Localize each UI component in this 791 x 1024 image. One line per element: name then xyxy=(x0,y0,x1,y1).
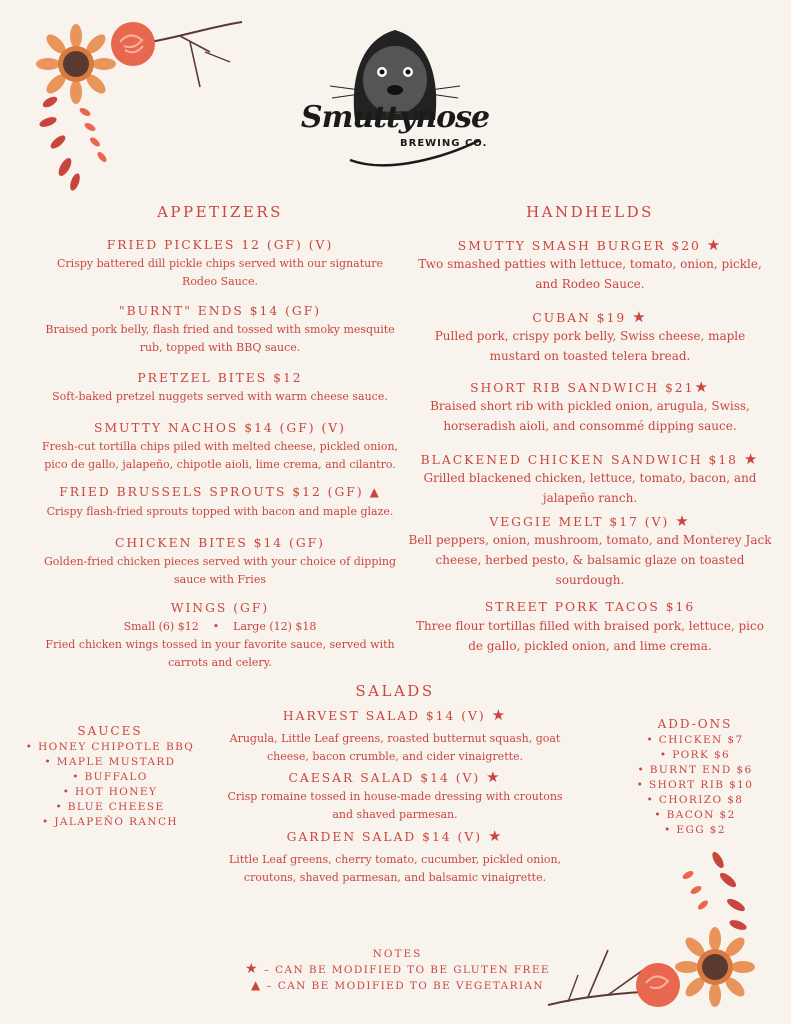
item-desc: rub, topped with BBQ sauce. xyxy=(139,341,301,354)
notes-title: NOTES xyxy=(372,948,423,960)
sauce-item: • BUFFALO xyxy=(72,771,148,783)
star-icon: ★ xyxy=(632,308,648,326)
appetizers-title: APPETIZERS xyxy=(157,203,283,221)
item-name: CAESAR SALAD $14 (V) xyxy=(288,771,481,785)
item-name: GARDEN SALAD $14 (V) xyxy=(286,830,483,844)
item-desc: Fried chicken wings tossed in your favorite sauce, served with xyxy=(45,638,395,651)
item-desc: Grilled blackened chicken, lettuce, tomato, bacon, and xyxy=(423,471,757,485)
handheld-item xyxy=(395,512,785,590)
item-name: WINGS (GF) xyxy=(170,601,270,615)
item-desc: Three flour tortillas filled with braised pork, lettuce, pico xyxy=(416,619,764,633)
addon-item: • SHORT RIB $10 xyxy=(636,779,754,791)
logo-subtext: BREWING CO. xyxy=(400,138,488,149)
handheld-item xyxy=(395,600,785,656)
salad-item xyxy=(200,827,590,887)
triangle-icon: ▲ xyxy=(250,978,262,992)
star-icon: ★ xyxy=(245,961,259,977)
addons-list xyxy=(610,717,780,838)
logo-swoosh-icon xyxy=(300,130,490,170)
item-desc: Bell peppers, onion, mushroom, tomato, and Monterey Jack xyxy=(408,533,772,547)
star-icon: ★ xyxy=(694,378,710,396)
item-desc: Crispy battered dill pickle chips served with our signature xyxy=(57,257,383,270)
item-desc: cheese, bacon crumble, and cider vinaigrette. xyxy=(266,750,524,763)
appetizer-item xyxy=(20,304,420,357)
addon-item: • BACON $2 xyxy=(654,809,736,821)
appetizer-item xyxy=(20,371,420,406)
item-desc: Braised short rib with pickled onion, arugula, Swiss, xyxy=(430,399,750,413)
floral-decoration-top-left xyxy=(30,12,250,192)
appetizer-item xyxy=(20,238,420,291)
appetizer-item xyxy=(20,536,420,589)
sauce-item: • HOT HONEY xyxy=(62,786,158,798)
item-desc: de gallo, pickled onion, and lime crema. xyxy=(468,639,712,653)
sauce-item: • JALAPEÑO RANCH xyxy=(41,816,178,828)
sauces-title: SAUCES xyxy=(77,724,143,738)
addon-item: • BURNT END $6 xyxy=(637,764,753,776)
appetizer-item xyxy=(20,485,420,521)
item-desc: carrots and celery. xyxy=(168,656,272,669)
star-icon: ★ xyxy=(706,236,723,254)
item-name: SHORT RIB SANDWICH $21 xyxy=(470,381,695,395)
item-name: STREET PORK TACOS $16 xyxy=(484,600,696,614)
star-icon: ★ xyxy=(487,827,504,845)
item-desc: Crispy flash-fried sprouts topped with bacon and maple glaze. xyxy=(46,505,394,518)
item-desc: sourdough. xyxy=(555,573,625,587)
addon-item: • CHICKEN $7 xyxy=(646,734,744,746)
item-name: VEGGIE MELT $17 (V) xyxy=(489,515,670,529)
item-desc: pico de gallo, jalapeño, chipotle aioli, lime crema, and cilantro. xyxy=(44,458,396,471)
item-desc: Rodeo Sauce. xyxy=(182,275,258,288)
star-icon: ★ xyxy=(743,450,760,468)
salad-item xyxy=(200,768,590,824)
note-vegetarian: – CAN BE MODIFIED TO BE VEGETARIAN xyxy=(266,980,545,992)
addons-title: ADD-ONS xyxy=(657,717,733,731)
item-desc: Two smashed patties with lettuce, tomato, onion, pickle, xyxy=(418,257,762,271)
item-name: SMUTTY NACHOS $14 (GF) (V) xyxy=(94,421,346,435)
item-desc: Arugula, Little Leaf greens, roasted butternut squash, goat xyxy=(229,732,561,745)
item-name: PRETZEL BITES $12 xyxy=(137,371,303,385)
star-icon: ★ xyxy=(491,706,508,724)
item-name: "BURNT" ENDS $14 (GF) xyxy=(118,304,322,318)
item-desc: Soft-baked pretzel nuggets served with warm cheese sauce. xyxy=(52,390,388,403)
item-desc: croutons, shaved parmesan, and balsamic vinaigrette. xyxy=(243,871,547,884)
star-icon: ★ xyxy=(675,512,691,530)
handheld-item xyxy=(395,378,785,436)
handhelds-title: HANDHELDS xyxy=(526,203,654,221)
sauce-item: • HONEY CHIPOTLE BBQ xyxy=(25,741,195,753)
addon-item: • PORK $6 xyxy=(659,749,731,761)
handheld-item xyxy=(395,236,785,294)
item-name: FRIED PICKLES 12 (GF) (V) xyxy=(106,238,334,252)
item-desc: horseradish aioli, and consommé dipping sauce. xyxy=(443,419,737,433)
item-name: BLACKENED CHICKEN SANDWICH $18 xyxy=(420,453,738,467)
item-desc: Fresh-cut tortilla chips piled with melted cheese, pickled onion, xyxy=(41,440,399,453)
item-desc: and shaved parmesan. xyxy=(332,808,458,821)
sauce-item: • MAPLE MUSTARD xyxy=(44,756,176,768)
note-gluten-free: – CAN BE MODIFIED TO BE GLUTEN FREE xyxy=(263,964,550,976)
sauces-list xyxy=(10,724,210,830)
handheld-item xyxy=(395,308,785,366)
brand-logo xyxy=(300,20,490,170)
sauce-item: • BLUE CHEESE xyxy=(55,801,165,813)
logo-wordmark: Smuttynose xyxy=(300,100,490,135)
salad-item xyxy=(200,706,590,766)
item-name: FRIED BRUSSELS SPROUTS $12 (GF) xyxy=(59,485,364,499)
item-desc: mustard on toasted telera bread. xyxy=(489,349,691,363)
handheld-item xyxy=(395,450,785,508)
appetizer-item xyxy=(20,601,420,672)
addon-item: • EGG $2 xyxy=(664,824,726,836)
item-name: SMUTTY SMASH BURGER $20 xyxy=(457,239,701,253)
item-desc: and Rodeo Sauce. xyxy=(535,277,645,291)
appetizer-item xyxy=(20,421,420,474)
salads-title: SALADS xyxy=(355,682,435,700)
triangle-icon: ▲ xyxy=(369,485,381,499)
item-desc: jalapeño ranch. xyxy=(542,491,638,505)
item-desc: sauce with Fries xyxy=(174,573,266,586)
notes-section xyxy=(200,947,595,994)
item-desc: Braised pork belly, flash fried and tossed with smoky mesquite xyxy=(45,323,395,336)
item-desc: Pulled pork, crispy pork belly, Swiss cheese, maple xyxy=(434,329,746,343)
item-desc: Golden-fried chicken pieces served with your choice of dipping xyxy=(43,555,397,568)
addon-item: • CHORIZO $8 xyxy=(646,794,744,806)
item-sizes: Small (6) $12 • Large (12) $18 xyxy=(123,620,317,633)
item-desc: Little Leaf greens, cherry tomato, cucumber, pickled onion, xyxy=(228,853,562,866)
item-name: CHICKEN BITES $14 (GF) xyxy=(115,536,325,550)
star-icon: ★ xyxy=(486,768,502,786)
item-name: HARVEST SALAD $14 (V) xyxy=(282,709,486,723)
item-name: CUBAN $19 xyxy=(532,311,627,325)
item-desc: cheese, herbed pesto, & balsamic glaze on toasted xyxy=(435,553,745,567)
item-desc: Crisp romaine tossed in house-made dressing with croutons xyxy=(227,790,563,803)
